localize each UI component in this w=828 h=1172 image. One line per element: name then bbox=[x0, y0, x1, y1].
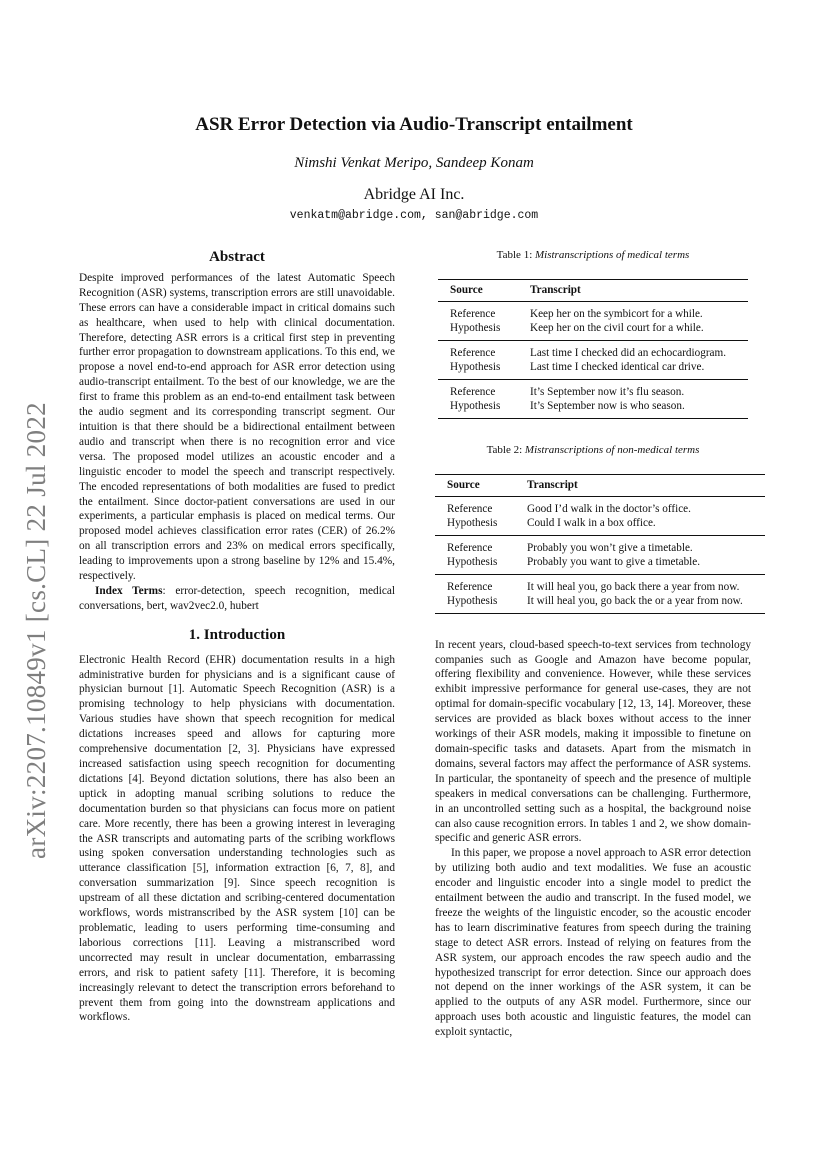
citation-link[interactable]: [6, 7, 8] bbox=[326, 862, 370, 875]
table-2 bbox=[435, 443, 751, 614]
arxiv-id: arXiv:2207.10849v1 [cs.CL] 22 Jul 2022 bbox=[20, 401, 51, 859]
table-row: Hypothesis Probably you want to give a timetable. bbox=[447, 556, 701, 569]
table-1-caption: Table 1: Mistranscriptions of medical terms bbox=[496, 249, 690, 261]
paper-authors: Nimshi Venkat Meripo, Sandeep Konam bbox=[294, 155, 534, 171]
table-row: Hypothesis Last time I checked identical car drive. bbox=[450, 361, 705, 374]
citation-link[interactable]: [9] bbox=[223, 877, 238, 890]
table-2-grid bbox=[435, 474, 765, 614]
table-row: Hypothesis Keep her on the civil court for a while. bbox=[450, 322, 704, 335]
table-header-row bbox=[438, 279, 748, 301]
intro-heading: 1. Introduction bbox=[188, 626, 286, 643]
paper-title: ASR Error Detection via Audio-Transcript entailment bbox=[195, 114, 633, 135]
table-row: Reference It will heal you, go back there a year from now. bbox=[447, 580, 740, 593]
table-row: Hypothesis Could I walk in a box office. bbox=[447, 517, 656, 530]
table-row: Hypothesis It will heal you, go back the or a year from now. bbox=[447, 595, 743, 608]
table-row: Reference Probably you won’t give a timetable. bbox=[447, 541, 693, 554]
citation-link[interactable]: [10] bbox=[339, 907, 359, 920]
table-row: Reference Last time I checked did an echocardiogram. bbox=[450, 346, 727, 359]
intro-paragraph-2: In recent years, cloud-based speech-to-text services from technology companies such as Google and Amazon have become popular, offering flexibility and convenience. However, while these services exhibit impressive performance for general use-cases, they are not optimal for domain-specific vocabulary [12, 13, 14]. Moreover, these services are provided as black boxes without access to the inner workings of their ASR models, making it impossible to finetune on domain-specific tasks and datasets. Apart from the mismatch in domains, several factors may affect the performance of ASR systems. In particular, the spontaneity of speech and the presence of multiple speakers in medical conversations can be challenging. Furthermore, in an uncontrolled setting such as a hospital, the background noise can also cause recognition errors. In tables 1 and 2, we show domain-specific and generic ASR errors. bbox=[435, 638, 751, 845]
citation-link[interactable]: [4] bbox=[128, 772, 142, 785]
table-row: Hypothesis It’s September now is who season. bbox=[450, 400, 685, 413]
citation-link[interactable]: [11] bbox=[194, 936, 214, 949]
index-terms bbox=[79, 584, 395, 614]
column-header-source: Source bbox=[447, 478, 480, 491]
column-header-transcript: Transcript bbox=[527, 478, 578, 491]
abstract-text: Despite improved performances of the latest Automatic Speech Recognition (ASR) systems, transcription errors are still unavoidable. These errors can have a considerable impact in critical domains such as healthcare, when used to help with clinical documentation. Therefore, detecting ASR errors is a critical first step in preventing further error propagation to downstream applications. To this end, we propose a novel end-to-end approach for ASR error detection using audio-transcript entailment. To the best of our knowledge, we are the first to frame this problem as an end-to-end entailment task between the audio segment and its corresponding transcript segment. Our intuition is that there should be a bidirectional entailment between audio and transcript when there is no recognition error and vice versa. The proposed model utilizes an acoustic encoder and a linguistic encoder to model the speech and transcript respectively. The encoded representations of both modalities are fused to predict the entailment. Since doctor-patient conversations are used in our experiments, a particular emphasis is placed on medical terms. Our proposed model achieves classification error rates (CER) of 26.2% on all transcription errors and 23% on medical errors specifically, leading to improvements upon a strong baseline by 12% and 15.4%, respectively. bbox=[79, 271, 395, 583]
table-header-row bbox=[435, 474, 765, 496]
intro-paragraph: Electronic Health Record (EHR) documentation results in a high administrative burden for physicians and is a significant cause of physician burnout [1]. Automatic Speech Recognition (ASR) is a promising technology to help physicians with documentation. Various studies have shown that speech recognition for medical dictations increases speed and allows for capturing more comprehensive documentation [2, 3]. Physicians have expressed increased satisfaction using speech recognition for documenting dictations [4]. Beyond dictation solutions, there has also been an uptick in adopting manual scribing solutions to reduce the documentation burden so that physicians can focus more on patient care. More recently, there has been a growing interest in leveraging the ASR transcripts and automating parts of the scribing workflows using spoken conversation understanding technologies such as utterance classification [5], information extraction [6, 7, 8], and conversation summarization [9]. Since speech recognition is upstream of all these dictation and scribing-centered documentation workflows, words mistranscribed by the ASR system [10] can be problematic, leading to users performing time-consuming and laborious corrections [11]. Leaving a mistranscribed word uncorrected may result in unclear documentation, embarrassing errors, and risk to patient safety [11]. Therefore, it is becoming increasingly relevant to detect the transcription errors beforehand to prevent them from going into the downstream applications and workflows. bbox=[79, 653, 396, 1024]
table-1 bbox=[435, 248, 751, 419]
index-terms-list: : error-detection, speech recognition, medical conversations, bert, wav2vec2.0, hubert bbox=[79, 584, 395, 612]
left-column bbox=[79, 250, 395, 1025]
column-header-transcript: Transcript bbox=[530, 283, 581, 296]
table-row: Reference Good I’d walk in the doctor’s office. bbox=[447, 502, 691, 515]
intro-paragraph-3: In this paper, we propose a novel approach to ASR error detection by utilizing both audio and text modalities. We fuse an acoustic encoder and linguistic encoder into a single model to predict the entailment between the audio and transcript. In the fused model, we freeze the weights of the linguistic encoder, so the acoustic encoder has to learn discriminative features from speech during the training stage to detect ASR errors. Instead of relying on features from the ASR system, our approach encodes the raw speech audio and the hypothesized transcript for error detection. Since our approach does not depend on the inner workings of the ASR system, it can be applied to the outputs of any ASR model. Furthermore, since our approach uses both acoustic and linguistic features, the model can exploit syntactic, bbox=[435, 847, 751, 1039]
citation-link[interactable]: [11] bbox=[244, 966, 263, 979]
column-header-source: Source bbox=[450, 283, 483, 296]
abstract-heading: Abstract bbox=[209, 249, 265, 265]
citation-link[interactable]: [1] bbox=[168, 683, 182, 696]
right-column bbox=[435, 248, 751, 1040]
table-1-grid bbox=[438, 279, 748, 419]
paper-affiliation: Abridge AI Inc. bbox=[363, 186, 465, 203]
index-terms-label: Index Terms bbox=[95, 584, 163, 597]
table-row: Reference It’s September now it’s flu season. bbox=[450, 385, 685, 398]
paper-emails: venkatm@abridge.com, san@abridge.com bbox=[289, 209, 539, 222]
intro-continued bbox=[435, 638, 751, 1040]
citation-link[interactable]: [5] bbox=[192, 862, 206, 875]
table-row: Reference Keep her on the symbicort for a while. bbox=[450, 307, 703, 320]
arxiv-stamp bbox=[16, 350, 56, 910]
table-2-caption: Table 2: Mistranscriptions of non-medical terms bbox=[486, 443, 700, 456]
citation-link[interactable]: [2, 3] bbox=[228, 743, 258, 756]
